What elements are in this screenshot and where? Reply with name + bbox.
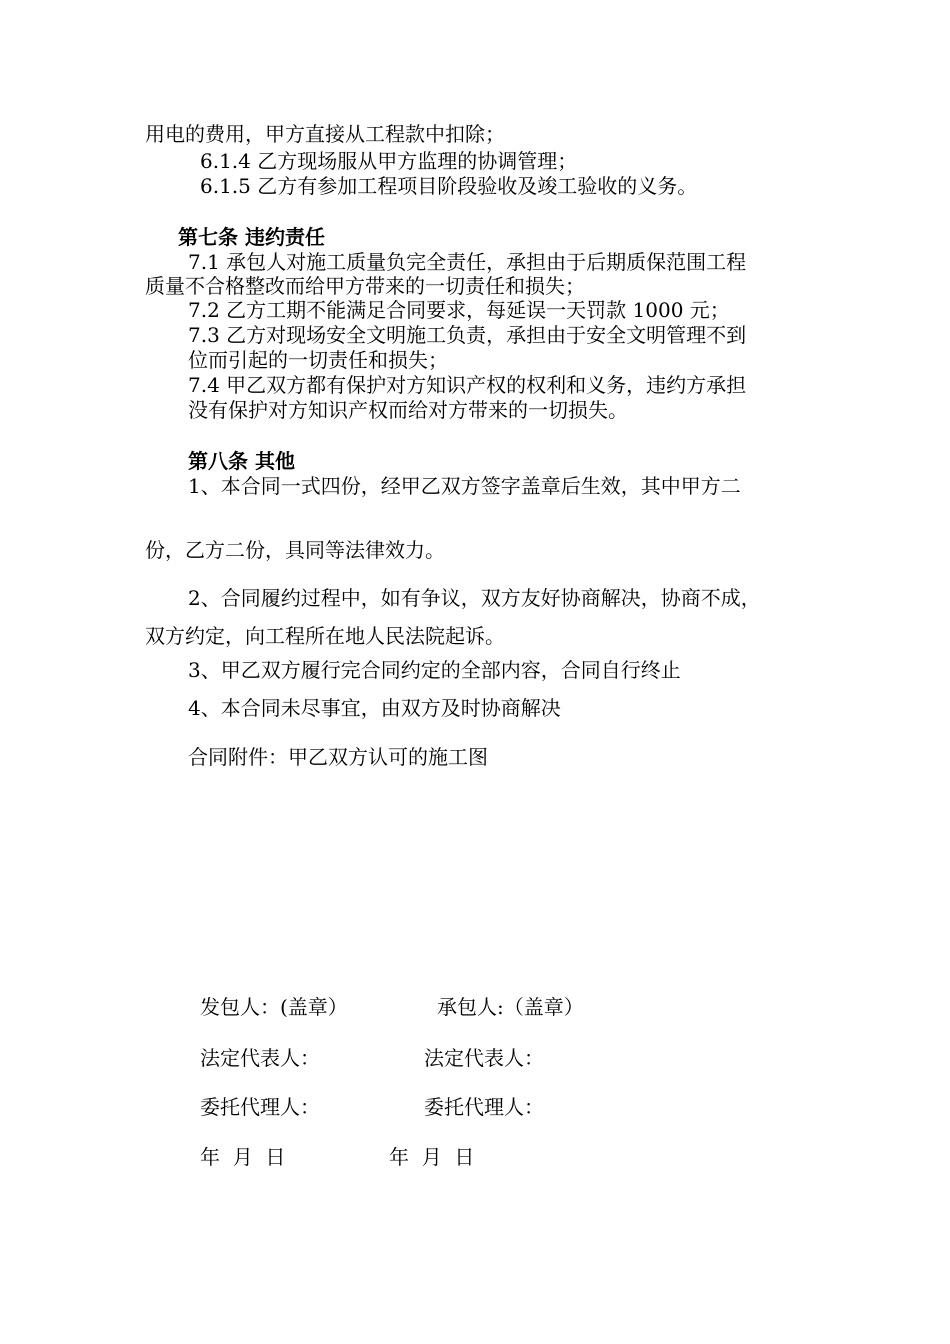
contractor-agent-label: 委托代理人：	[424, 1095, 544, 1119]
employer-seal-label: 发包人：(盖章）	[200, 995, 348, 1019]
clause-7-1-line1: 7.1 承包人对施工质量负完全责任，承担由于后期质保范围工程	[188, 250, 747, 274]
contractor-seal-label: 承包人:（盖章）	[437, 995, 584, 1019]
article8-item1-line2: 份，乙方二份，具同等法律效力。	[145, 538, 445, 562]
clause-6-1-5: 6.1.5 乙方有参加工程项目阶段验收及竣工验收的义务。	[200, 174, 698, 198]
clause-7-3-line1: 7.3 乙方对现场安全文明施工负责，承担由于安全文明管理不到	[188, 323, 747, 347]
article8-item3: 3、甲乙双方履行完合同约定的全部内容，合同自行终止	[188, 658, 681, 682]
article8-item1-line1: 1、本合同一式四份，经甲乙双方签字盖章后生效，其中甲方二	[188, 474, 741, 498]
section6-line1: 用电的费用，甲方直接从工程款中扣除；	[145, 122, 505, 146]
clause-7-1-line2: 质量不合格整改而给甲方带来的一切责任和损失；	[145, 274, 585, 298]
clause-6-1-4: 6.1.4 乙方现场服从甲方监理的协调管理；	[200, 149, 578, 173]
section8-heading: 第八条 其他	[188, 449, 295, 473]
contractor-legal-rep-label: 法定代表人：	[424, 1046, 544, 1070]
employer-agent-label: 委托代理人：	[200, 1095, 320, 1119]
contractor-date-label: 年 月 日	[389, 1145, 475, 1169]
employer-date-label: 年 月 日	[200, 1145, 286, 1169]
clause-7-3-line2: 位而引起的一切责任和损失；	[188, 348, 448, 372]
clause-7-4-line1: 7.4 甲乙双方都有保护对方知识产权的权利和义务，违约方承担	[188, 373, 747, 397]
section7-heading: 第七条 违约责任	[178, 225, 325, 249]
contract-attachment: 合同附件：甲乙双方认可的施工图	[188, 745, 488, 769]
article8-item2-line1: 2、合同履约过程中，如有争议，双方友好协商解决，协商不成，	[188, 586, 761, 610]
clause-7-2: 7.2 乙方工期不能满足合同要求，每延误一天罚款 1000 元；	[188, 298, 730, 322]
clause-7-4-line2: 没有保护对方知识产权而给对方带来的一切损失。	[188, 398, 628, 422]
employer-legal-rep-label: 法定代表人：	[200, 1046, 320, 1070]
article8-item2-line2: 双方约定，向工程所在地人民法院起诉。	[145, 624, 505, 648]
article8-item4: 4、本合同未尽事宜，由双方及时协商解决	[188, 696, 561, 720]
